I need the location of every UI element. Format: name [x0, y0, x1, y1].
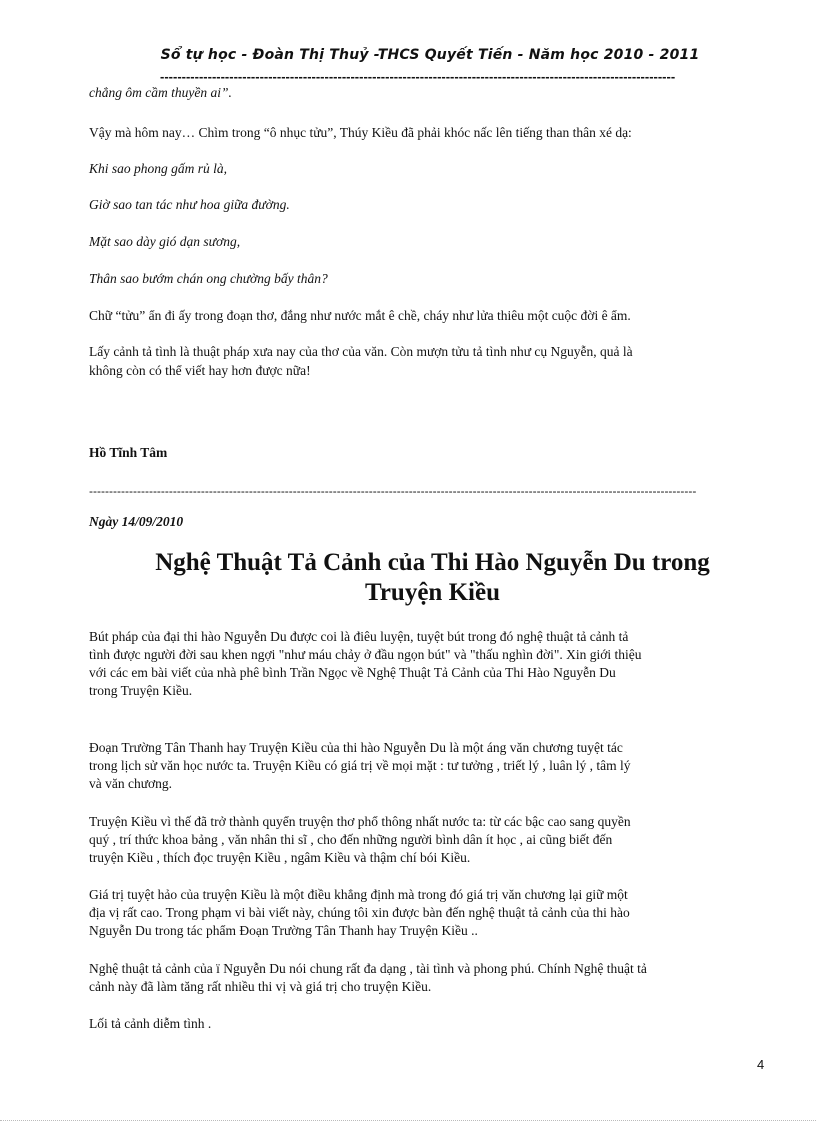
body-paragraph-4 — [89, 960, 773, 996]
body-paragraph-1 — [89, 739, 773, 793]
author-name: Hồ Tĩnh Tâm — [89, 445, 168, 460]
verse-line-3: Mặt sao dày gió dạn sương, — [89, 234, 241, 249]
paragraph-lament: Vậy mà hôm nay… Chìm trong “ô nhục tửu”, Thúy Kiều đã phải khóc nấc lên tiếng than thân xé dạ: — [89, 125, 632, 140]
section-separator: -------------------------------------------------------------------------------------------------------------------------------------------------------- — [89, 484, 697, 498]
entry-date: Ngày 14/09/2010 — [89, 514, 184, 529]
body-line: địa vị rất cao. Trong phạm vi bài viết này, chúng tôi xin được bàn đến nghệ thuật tả cảnh của thi hào — [89, 905, 630, 920]
body-paragraph-5: Lối tả cảnh diễm tình . — [89, 1016, 212, 1031]
body-line: trong lịch sử văn học nước ta. Truyện Kiều có giá trị về mọi mặt : tư tưởng , triết lý , luân lý , tâm lý — [89, 758, 631, 773]
body-line: Truyện Kiều vì thế đã trở thành quyển truyện thơ phổ thông nhất nước ta: từ các bậc cao sang quyền — [89, 814, 631, 829]
body-line: Đoạn Trường Tân Thanh hay Truyện Kiều của thi hào Nguyễn Du là một áng văn chương tuyệt tác — [89, 740, 623, 755]
article-title — [90, 548, 775, 608]
body-line: quý , trí thức khoa bảng , văn nhân thi sĩ , cho đến những người bình dân ít học , ai cũng biết đến — [89, 832, 613, 847]
running-header: Sổ tự học - Đoàn Thị Thuỷ -THCS Quyết Tiến - Năm học 2010 - 2011 — [160, 47, 700, 63]
body-paragraph-2 — [89, 813, 773, 867]
body-line: Nguyễn Du trong tác phẩm Đoạn Trường Tân Thanh hay Truyện Kiều .. — [89, 923, 478, 938]
body-line: Nghệ thuật tả cảnh của ï Nguyễn Du nói chung rất đa dạng , tài tình và phong phú. Chính Nghệ thuật tả — [89, 961, 647, 976]
body-paragraph-3 — [89, 886, 773, 940]
body-line: truyện Kiều , thích đọc truyện Kiều , ngâm Kiều và thậm chí bói Kiều. — [89, 850, 471, 865]
intro-line: trong Truyện Kiều. — [89, 683, 193, 698]
paragraph-tuu: Chữ “tửu” ẩn đi ấy trong đoạn thơ, đắng như nước mắt ê chề, cháy như lửa thiêu một cuộc đời ê ẩm. — [89, 308, 631, 323]
body-line: và văn chương. — [89, 776, 173, 791]
body-line: Giá trị tuyệt hảo của truyện Kiều là một điều khẳng định mà trong đó giá trị văn chương lại giữ một — [89, 887, 628, 902]
body-line: cảnh này đã làm tăng rất nhiều thi vị và giá trị cho truyện Kiều. — [89, 979, 432, 994]
verse-line-4: Thân sao bướm chán ong chường bấy thân? — [89, 271, 328, 286]
paragraph-conclusion-line-1: Lấy cảnh tả tình là thuật pháp xưa nay của thơ của văn. Còn mượn tửu tả tình như cụ Nguyễn, quả là — [89, 344, 633, 359]
verse-line-1: Khi sao phong gấm rủ là, — [89, 161, 228, 176]
page-number: 4 — [757, 1057, 765, 1072]
intro-paragraph — [89, 628, 773, 700]
intro-line: Bút pháp của đại thi hào Nguyễn Du được coi là điêu luyện, tuyệt bút trong đó nghệ thuật tả cảnh tả — [89, 629, 629, 644]
verse-continuation: chẳng ôm cầm thuyền ai”. — [89, 85, 232, 100]
footer-rule — [0, 1120, 816, 1121]
article-title-line-1: Nghệ Thuật Tả Cảnh của Thi Hào Nguyễn Du trong — [155, 549, 710, 576]
article-title-line-2: Truyện Kiều — [365, 579, 500, 606]
intro-line: tình được người đời sau khen ngợi "như máu chảy ở đầu ngọn bút" và "thấu nghìn đời". Xin giới thiệu — [89, 647, 642, 662]
verse-line-2: Giờ sao tan tác như hoa giữa đường. — [89, 197, 290, 212]
header-rule: ----------------------------------------------------------------------------------------------------------------------- — [160, 69, 676, 84]
paragraph-conclusion-line-2: không còn có thể viết hay hơn được nữa! — [89, 363, 311, 378]
intro-line: với các em bài viết của nhà phê bình Trần Ngọc về Nghệ Thuật Tả Cảnh của Thi Hào Nguyễn Du — [89, 665, 616, 680]
